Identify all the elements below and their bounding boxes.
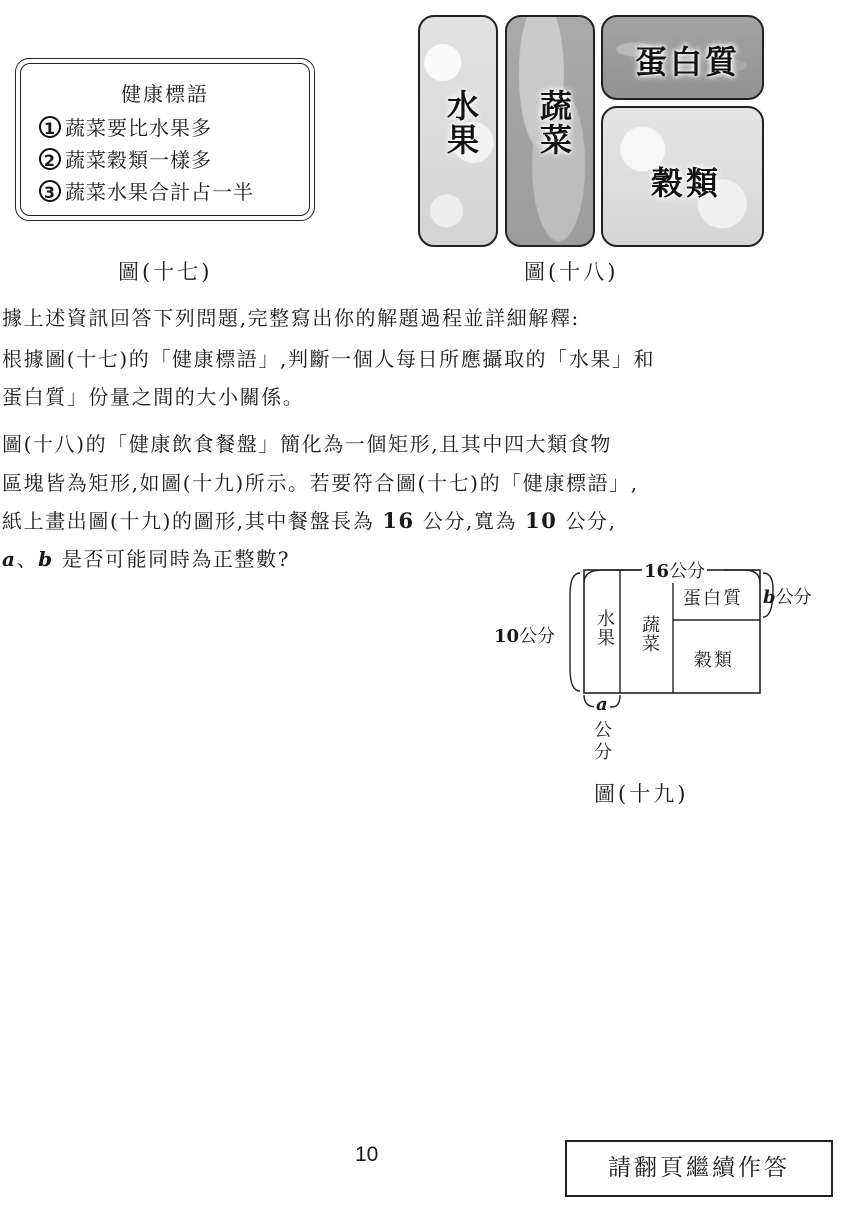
- width-number: 10: [494, 626, 520, 647]
- grain-label: 穀類: [651, 164, 722, 202]
- slogan-item-text: 蔬菜要比水果多: [65, 116, 212, 140]
- variable-b: b: [763, 587, 776, 608]
- length-label: [642, 557, 707, 583]
- slogan-item-text: 蔬菜水果合計占一半: [65, 180, 254, 204]
- variable-b: b: [38, 547, 54, 571]
- health-slogan-inner-border: [20, 63, 310, 216]
- question-part2-line2: 區塊皆為矩形,如圖(十九)所示。若要符合圖(十七)的「健康標語」,: [2, 471, 639, 495]
- b-label: [763, 583, 812, 609]
- protein-label: 蛋白質: [635, 43, 741, 81]
- healthy-plate-image: [416, 13, 766, 248]
- line-text: 紙上畫出圖(十九)的圖形,其中餐盤長為: [2, 509, 383, 533]
- width-unit: 公分: [519, 626, 556, 647]
- b-unit: 公分: [775, 587, 812, 608]
- fruit-panel: [418, 15, 498, 247]
- health-slogan-box: [15, 58, 315, 221]
- variable-a: a: [2, 547, 17, 571]
- question-part2-line4: [2, 543, 290, 572]
- question-part1-line1: 根據圖(十七)的「健康標語」,判斷一個人每日所應攝取的「水果」和: [2, 347, 656, 371]
- length-number: 16: [644, 561, 670, 582]
- circle-number: 2: [39, 148, 61, 170]
- question-intro: 據上述資訊回答下列問題,完整寫出你的解題過程並詳細解釋:: [2, 306, 580, 330]
- variable-a: a: [596, 694, 608, 715]
- slogan-item-3: [39, 176, 254, 205]
- a-unit-2: 分: [594, 742, 612, 763]
- length-unit: 公分: [669, 561, 706, 582]
- a-unit-1: 公: [594, 720, 612, 741]
- question-part2-line1: 圖(十八)的「健康飲食餐盤」簡化為一個矩形,且其中四大類食物: [2, 432, 612, 456]
- a-label: [594, 694, 610, 715]
- cell-protein: 蛋白質: [683, 588, 743, 609]
- line-text: 、: [16, 547, 39, 571]
- cell-grain: 穀類: [694, 650, 734, 671]
- plate-length-value: 16: [382, 508, 415, 533]
- top-brace-left: [584, 570, 640, 583]
- top-brace-right: [724, 570, 760, 583]
- figure-19-diagram: [490, 561, 849, 805]
- health-slogan-title: 健康標語: [121, 82, 209, 106]
- question-part1-line2: 蛋白質」份量之間的大小關係。: [2, 385, 305, 409]
- plate-width-value: 10: [525, 508, 558, 533]
- line-text: 公分,: [557, 509, 617, 533]
- slogan-item-text: 蔬菜穀類一樣多: [65, 148, 212, 172]
- cell-fruit: 水果: [594, 609, 615, 647]
- slogan-item-2: [39, 144, 212, 173]
- circle-number: 1: [39, 116, 61, 138]
- protein-panel: [601, 15, 764, 100]
- line-text: 公分,寬為: [414, 509, 526, 533]
- left-brace: [570, 573, 580, 691]
- figure-18-caption: 圖(十八): [524, 260, 619, 284]
- fruit-label: 水果: [442, 89, 480, 157]
- grain-panel: [601, 106, 764, 247]
- vegetable-label: 蔬菜: [535, 89, 573, 157]
- slogan-item-1: [39, 112, 212, 141]
- line-text: 是否可能同時為正整數?: [53, 547, 291, 571]
- width-label: [494, 622, 555, 648]
- question-part2-line3: [2, 505, 617, 534]
- figure-19-caption: 圖(十九): [594, 782, 689, 806]
- page-number: 10: [355, 1143, 379, 1166]
- vegetable-panel: [505, 15, 595, 247]
- turn-page-notice: 請翻頁繼續作答: [565, 1140, 833, 1197]
- figure-17-caption: 圖(十七): [118, 260, 213, 284]
- circle-number: 3: [39, 180, 61, 202]
- cell-vegetable: 蔬菜: [639, 615, 660, 653]
